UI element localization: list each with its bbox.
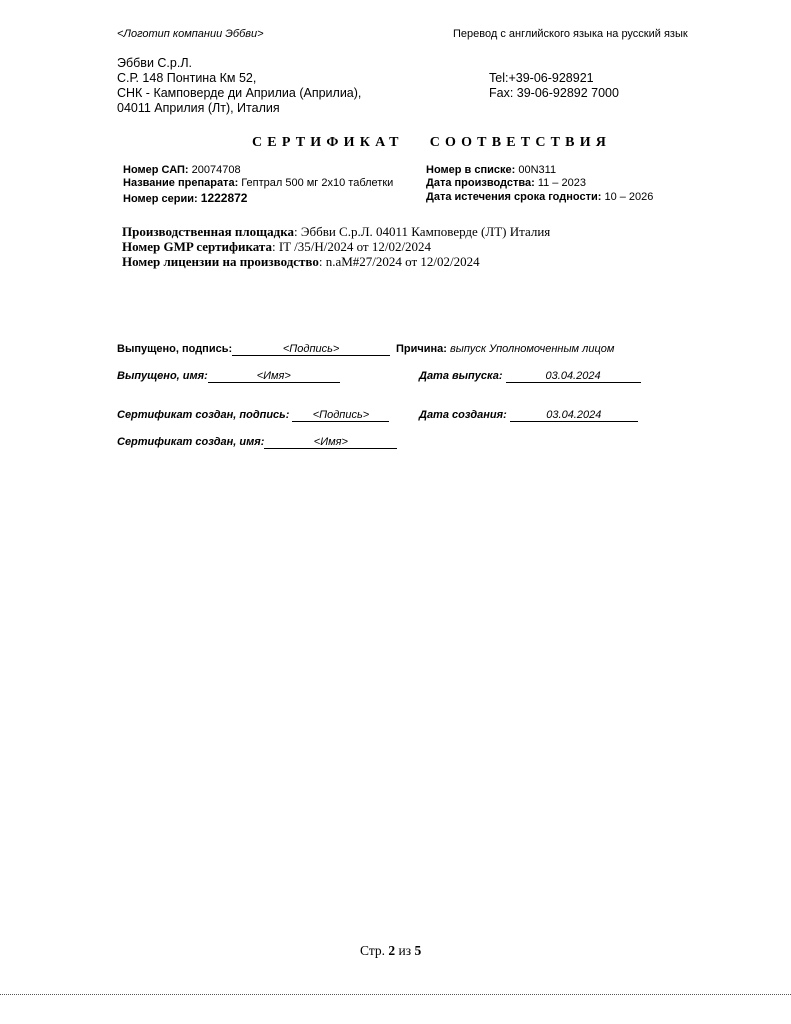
- expiry-date: [426, 191, 653, 203]
- production-site: [122, 224, 550, 240]
- released-sign-label: Выпущено, подпись:: [117, 343, 233, 355]
- page-prefix: Стр.: [360, 943, 386, 958]
- company-address-line2: СНК - Камповерде ди Априлиа (Априлиа),: [117, 86, 362, 100]
- product-value: Гептрал 500 мг 2х10 таблетки: [241, 177, 394, 189]
- created-name-label: Сертификат создан, имя:: [117, 436, 265, 448]
- product-name: [123, 177, 393, 189]
- page-total: 5: [414, 943, 422, 958]
- product-label: Название препарата:: [123, 177, 239, 189]
- sap-number: [123, 164, 241, 176]
- title-word2: СООТВЕТСТВИЯ: [429, 135, 612, 150]
- company-fax: Fax: 39-06-92892 7000: [489, 86, 619, 100]
- batch-value: 1222872: [200, 191, 248, 205]
- gmp-value: : IT /35/H/2024 от 12/02/2024: [271, 239, 432, 254]
- company-tel: Tel:+39-06-928921: [489, 71, 594, 85]
- list-value: 00N311: [518, 164, 557, 176]
- company-address-line3: 04011 Априлия (Лт), Италия: [117, 101, 280, 115]
- gmp-certificate: [122, 239, 431, 255]
- released-signature: [117, 343, 390, 356]
- title-word1: СЕРТИФИКАТ: [252, 135, 404, 150]
- created-sign-value: <Подпись>: [292, 409, 389, 422]
- sap-value: 20074708: [191, 164, 241, 176]
- created-signature: [117, 409, 389, 422]
- created-name-value: <Имя>: [264, 436, 397, 449]
- list-label: Номер в списке:: [426, 164, 516, 176]
- mfg-label: Дата производства:: [426, 177, 535, 189]
- created-date-value: 03.04.2024: [510, 409, 638, 422]
- reason-value: выпуск Уполномоченным лицом: [450, 343, 615, 355]
- batch-label: Номер серии:: [123, 193, 198, 205]
- logo-placeholder: <Логотип компании Эббви>: [117, 28, 264, 40]
- production-license: [122, 254, 480, 270]
- batch-number: [123, 191, 247, 205]
- page-bottom-divider: [0, 994, 791, 995]
- list-number: [426, 164, 556, 176]
- company-address-line1: С.Р. 148 Понтина Км 52,: [117, 71, 257, 85]
- created-name: [117, 436, 397, 449]
- manufacture-date: [426, 177, 586, 189]
- created-date-label: Дата создания:: [419, 409, 507, 421]
- released-name: [117, 370, 340, 383]
- released-sign-value: <Подпись>: [232, 343, 390, 356]
- created-date: [419, 409, 638, 422]
- exp-label: Дата истечения срока годности:: [426, 191, 602, 203]
- release-reason: [396, 343, 614, 355]
- license-value: : n.aM#27/2024 от 12/02/2024: [318, 254, 480, 269]
- license-label: Номер лицензии на производство: [122, 254, 319, 269]
- release-date: [419, 370, 641, 383]
- released-name-value: <Имя>: [208, 370, 340, 383]
- page-sep: из: [398, 943, 412, 958]
- company-name: Эббви С.р.Л.: [117, 56, 192, 70]
- site-label: Производственная площадка: [122, 224, 295, 239]
- release-date-label: Дата выпуска:: [419, 370, 503, 382]
- released-name-label: Выпущено, имя:: [117, 370, 208, 382]
- page-number: [360, 943, 421, 959]
- reason-label: Причина:: [396, 343, 447, 355]
- sap-label: Номер САП:: [123, 164, 189, 176]
- translation-note: Перевод с английского языка на русский язык: [453, 28, 688, 40]
- exp-value: 10 – 2026: [604, 191, 654, 203]
- gmp-label: Номер GMP сертификата: [122, 239, 272, 254]
- certificate-title: [252, 135, 611, 151]
- site-value: : Эббви С.р.Л. 04011 Камповерде (ЛТ) Италия: [294, 224, 551, 239]
- page-current: 2: [388, 943, 396, 958]
- mfg-value: 11 – 2023: [537, 177, 586, 189]
- created-sign-label: Сертификат создан, подпись:: [117, 409, 290, 421]
- release-date-value: 03.04.2024: [506, 370, 641, 383]
